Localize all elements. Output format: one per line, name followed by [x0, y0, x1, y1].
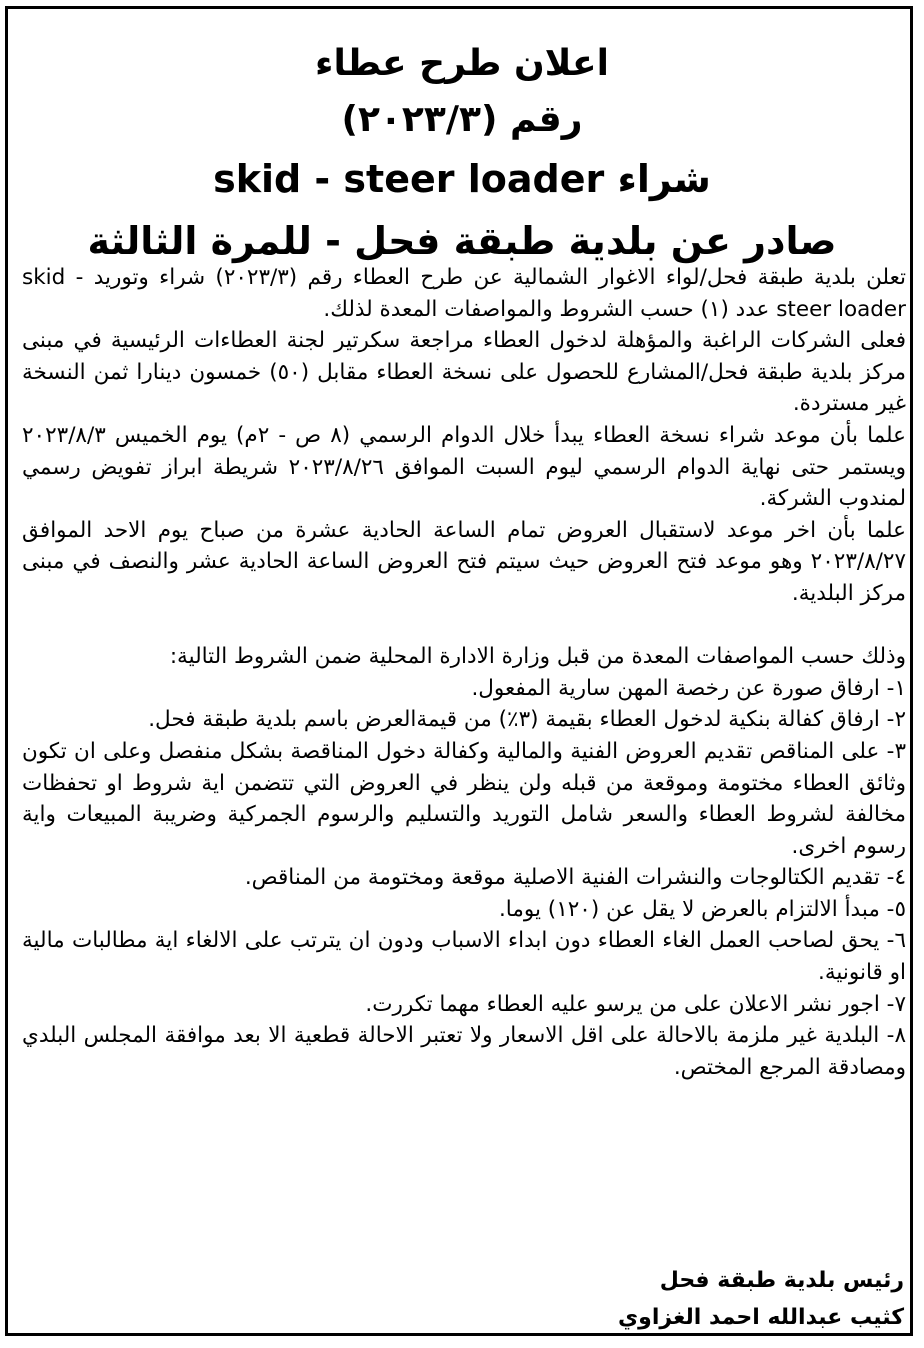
intro-part-1: تعلن بلدية طبقة فحل/لواء الاغوار الشمالية عن طرح العطاء رقم (٢٠٢٣/٣) شراء وتوريد	[93, 265, 906, 290]
condition-item: ٨- البلدية غير ملزمة بالاحالة على اقل الاسعار ولا تعتبر الاحالة قطعية الا بعد موافقة المجلس البلدي ومصادقة المرجع المختص.	[22, 1023, 906, 1080]
condition-item: ٢- ارفاق كفالة بنكية لدخول العطاء بقيمة (٣٪) من قيمةالعرض باسم بلدية طبقة فحل.	[148, 707, 906, 733]
purchase-date-paragraph: علما بأن موعد شراء نسخة العطاء يبدأ خلال الدوام الرسمي (٨ ص - ٢م) يوم الخميس ٢٠٢٣/٨/٣ ويستمر حتى نهاية الدوام الرسمي ليوم السبت الموافق ٢٠٢٣/٨/٢٦ شريطة ابراز تفويض رسمي لمندوب الشركة.	[22, 422, 907, 512]
condition-item: ٦- يحق لصاحب العمل الغاء العطاء دون ابداء الاسباب ودون ان يترتب على الالغاء اية مطالبات مالية او قانونية.	[22, 928, 906, 986]
condition-item: ١- ارفاق صورة عن رخصة المهن سارية المفعول.	[471, 675, 906, 701]
intro-paragraph	[22, 262, 906, 325]
tender-issuer: صادر عن بلدية طبقة فحل - للمرة الثالثة	[87, 219, 837, 263]
paragraph-gap	[22, 610, 906, 642]
signature-title: رئيس بلدية طبقة فحل	[659, 1268, 904, 1293]
conditions-intro: وذلك حسب المواصفات المعدة من قبل وزارة الادارة المحلية ضمن الشروط التالية:	[169, 644, 906, 670]
condition-item: ٧- اجور نشر الاعلان على من يرسو عليه العطاء مهما تكررت.	[365, 991, 906, 1017]
signature-name: كثيب عبدالله احمد الغزاوي	[618, 1305, 904, 1330]
condition-item: ٣- على المناقص تقديم العروض الفنية والمالية وكفالة دخول المناقصة بشكل منفصل وعلى ان تكون وثائق العطاء مختومة وموقعة من قبله ولن ينظر في العروض التي تتضمن اية شروط او تحفظات مخالفة لشروط العطاء والسعر شامل التوريد والتسليم والرسوم الجمركية وضريبة المبيعات واية رسوم اخرى.	[22, 738, 906, 859]
tender-number: رقم (٢٠٢٣/٣)	[341, 99, 583, 140]
purchase-paragraph: فعلى الشركات الراغبة والمؤهلة لدخول العطاء مراجعة سكرتير لجنة العطاءات الرئيسية في مبنى مركز بلدية طبقة فحل/المشارع للحصول على نسخة العطاء مقابل (٥٠) خمسون دينارا ثمن النسخة غير مستردة.	[22, 328, 907, 417]
tender-subject-en: skid - steer loader	[213, 157, 605, 201]
condition-item: ٥- مبدأ الالتزام بالعرض لا يقل عن (١٢٠) يوما.	[498, 896, 906, 922]
announcement-title: اعلان طرح عطاء	[315, 43, 609, 84]
tender-subject-ar: شراء	[617, 157, 711, 201]
announcement-body	[22, 262, 906, 1083]
intro-equipment-name: skid - steer loader	[22, 265, 906, 322]
condition-item: ٤- تقديم الكتالوجات والنشرات الفنية الاصلية موقعة ومختومة من المناقص.	[244, 865, 906, 891]
tender-subject	[0, 148, 924, 210]
signature-block	[504, 1262, 904, 1336]
announcement-header	[0, 36, 924, 272]
deadline-paragraph: علما بأن اخر موعد لاستقبال العروض تمام الساعة الحادية عشرة من صباح يوم الاحد الموافق ٢٠٢٣/٨/٢٧ وهو موعد فتح العروض حيث سيتم فتح العروض الساعة الحادية عشر والنصف في مبنى مركز البلدية.	[22, 517, 906, 606]
intro-part-2: عدد (١) حسب الشروط والمواصفات المعدة لذلك.	[323, 296, 770, 322]
